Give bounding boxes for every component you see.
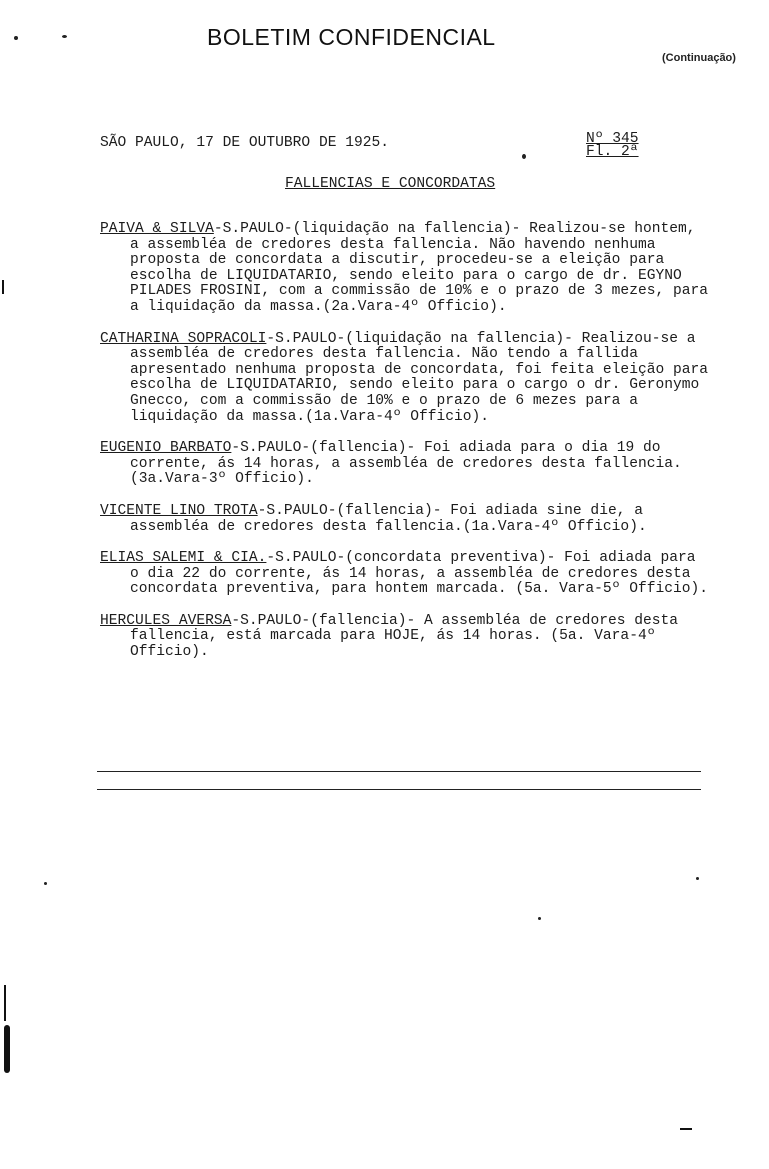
margin-mark xyxy=(4,1025,10,1073)
margin-mark xyxy=(680,1128,692,1130)
margin-mark xyxy=(2,280,4,294)
entry-text: -S.PAULO-(fallencia)- A assembléa de credores desta fallencia, está marcada para HOJE, ás 14 horas. (5a. Vara-4º Officio). xyxy=(130,612,679,661)
scan-speck xyxy=(522,154,526,159)
list-item xyxy=(100,332,710,426)
section-title: FALLENCIAS E CONCORDATAS xyxy=(285,176,496,192)
list-item xyxy=(100,441,710,488)
scan-speck xyxy=(62,35,67,38)
list-item xyxy=(100,504,710,535)
divider-rule xyxy=(97,771,701,772)
entries-list xyxy=(100,222,710,677)
number-label: Nº 345 xyxy=(586,131,639,147)
scan-speck xyxy=(14,36,18,40)
entry-text: -S.PAULO-(fallencia)- Foi adiada sine die, a assembléa de credores desta fallencia.(1a.Vara-4º Officio). xyxy=(130,502,647,535)
document-number xyxy=(586,133,639,159)
divider-rule xyxy=(97,789,701,790)
entry-text: -S.PAULO-(fallencia)- Foi adiada para o dia 19 do corrente, ás 14 horas, a assembléa de credores desta fallencia. (3a.Vara-3º Officio). xyxy=(130,440,682,488)
entry-name: ELIAS SALEMI & CIA. xyxy=(100,550,267,567)
entry-text: -S.PAULO-(concordata preventiva)- Foi adiada para o dia 22 do corrente, ás 14 horas, a assembléa de credores desta concordata preventiva, para hontem marcada. (5a. Vara-5º Officio). xyxy=(130,550,709,598)
margin-mark xyxy=(4,985,6,1021)
entry-name: EUGENIO BARBATO xyxy=(100,440,232,457)
scan-speck xyxy=(696,877,699,880)
entry-name: PAIVA & SILVA xyxy=(100,221,214,237)
entry-text: -S.PAULO-(liquidação na fallencia)- Realizou-se a assembléa de credores desta fallencia. Não tendo a fallida apresentado nenhuma proposta de concordata, foi feita eleição para escolha de LIQUIDATARIO, sendo eleito para o cargo o dr. Geronymo Gnecco, com a commissão de 10% e o prazo de 6 mezes para a liquidação da massa.(1a.Vara-4º Officio). xyxy=(130,330,709,425)
entry-name: VICENTE LINO TROTA xyxy=(100,502,258,519)
entry-name: CATHARINA SOPRACOLI xyxy=(100,330,267,347)
list-item xyxy=(100,551,710,598)
entry-text: -S.PAULO-(liquidação na fallencia)- Realizou-se hontem, a assembléa de credores desta fallencia. Não havendo nenhuma proposta de concordata a discutir, procedeu-se a eleição para escolha de LIQUIDATARIO, sendo eleito para o cargo de dr. EGYNO PILADES FROSINI, com a commissão de 10% e o prazo de 3 mezes, para a liquidação da massa.(2a.Vara-4º Officio). xyxy=(130,221,709,315)
entry-name: HERCULES AVERSA xyxy=(100,612,232,629)
scan-speck xyxy=(44,882,47,885)
list-item xyxy=(100,614,710,661)
sheet-label: Fl. 2ª xyxy=(586,144,639,160)
continuation-label: (Continuação) xyxy=(662,52,736,64)
dateline: SÃO PAULO, 17 DE OUTUBRO DE 1925. xyxy=(100,135,390,151)
scan-speck xyxy=(538,917,541,920)
list-item xyxy=(100,222,710,316)
bulletin-title: BOLETIM CONFIDENCIAL xyxy=(207,24,496,50)
